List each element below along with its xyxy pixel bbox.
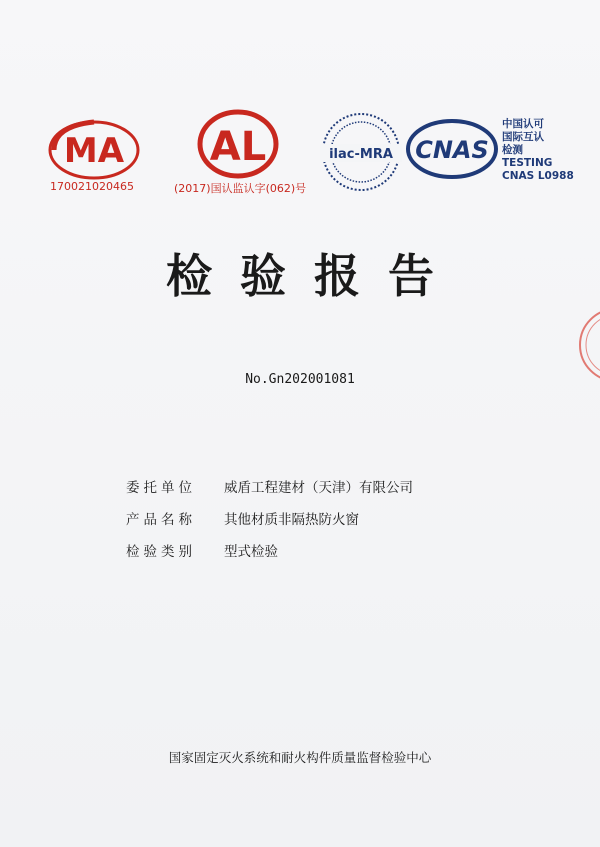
info-row-client bbox=[126, 470, 413, 502]
cnas-line: CNAS L0988 bbox=[502, 170, 574, 182]
info-label: 检验类别 bbox=[126, 544, 196, 560]
info-row-product bbox=[126, 502, 413, 534]
cnas-line: 中国认可 bbox=[502, 118, 544, 130]
report-number: No.Gn202001081 bbox=[245, 372, 355, 387]
info-value: 其他材质非隔热防火窗 bbox=[224, 512, 359, 528]
cal-mark: AL bbox=[209, 124, 267, 170]
cma-number: 170021020465 bbox=[50, 180, 134, 193]
cma-mark: MA bbox=[63, 131, 125, 171]
cnas-accreditation-text bbox=[502, 118, 574, 183]
cnas-logo bbox=[405, 118, 500, 180]
info-label: 产品名称 bbox=[126, 512, 196, 528]
cnas-mark: CNAS bbox=[415, 136, 489, 164]
cnas-line: 检测 bbox=[502, 144, 523, 156]
report-info bbox=[126, 470, 413, 566]
ilac-mark: ilac-MRA bbox=[329, 147, 393, 162]
info-label: 委托单位 bbox=[126, 480, 196, 496]
cnas-line: 国际互认 bbox=[502, 131, 544, 143]
info-value: 型式检验 bbox=[224, 544, 278, 560]
page-title: 检验报告 bbox=[166, 249, 462, 303]
seal-stamp-icon bbox=[576, 300, 600, 390]
cal-caption: (2017)国认监认字(062)号 bbox=[174, 182, 307, 195]
info-row-category bbox=[126, 534, 413, 566]
info-value: 威盾工程建材（天津）有限公司 bbox=[224, 480, 413, 496]
cnas-line: TESTING bbox=[502, 157, 553, 169]
issuing-organization: 国家固定灭火系统和耐火构件质量监督检验中心 bbox=[168, 750, 432, 765]
ilac-mra-logo bbox=[316, 110, 406, 194]
